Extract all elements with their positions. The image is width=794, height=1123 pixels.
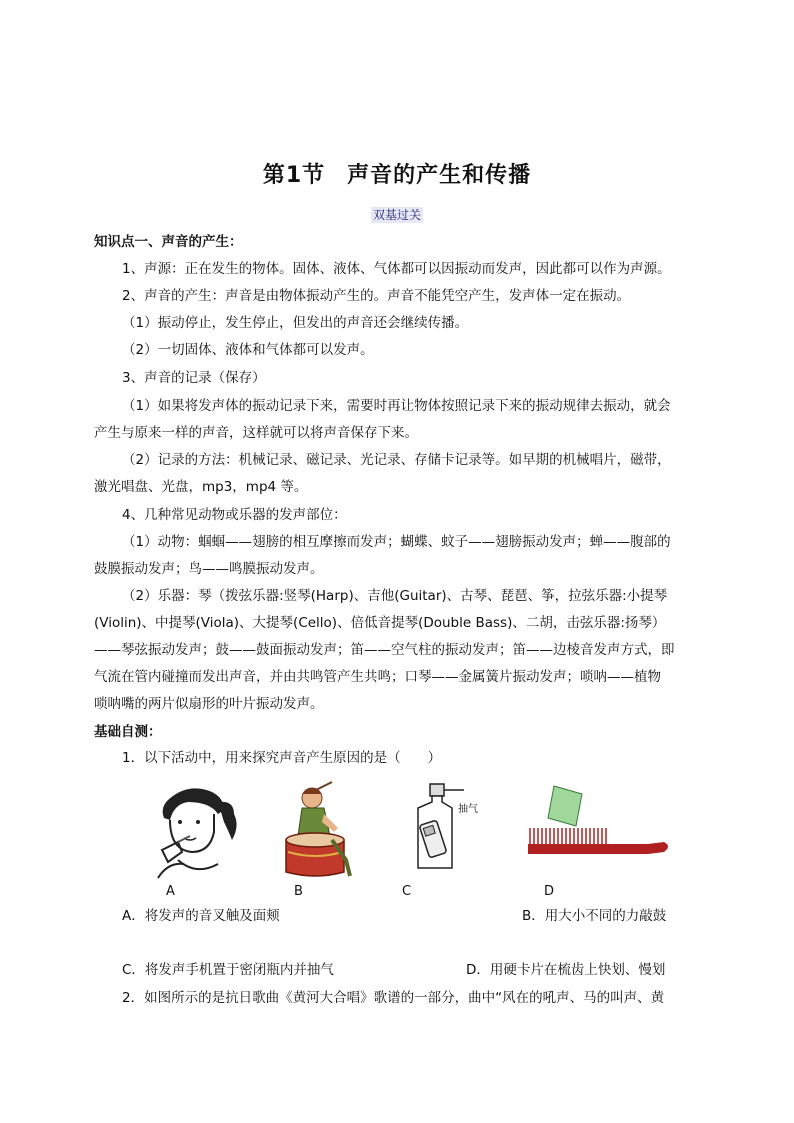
question-2-stem: 2．如图所示的是抗日歌曲《黄河大合唱》歌谱的一部分，曲中“风在的吼声、马的叫声、黄 <box>122 990 665 1006</box>
para-recording-2a: （2）记录的方法：机械记录、磁记录、光记录、存储卡记录等。如早期的机械唱片，磁带， <box>122 452 671 468</box>
section-number: 第1节 <box>262 163 326 188</box>
figure-label-a: A <box>166 884 175 899</box>
girl-tuning-fork-figure <box>148 780 244 880</box>
para-recording: 3、声音的记录（保存） <box>122 370 266 386</box>
subtitle: 双基过关 <box>372 208 421 222</box>
para-recording-2b: 激光唱盘、光盘，mp3，mp4 等。 <box>94 479 308 495</box>
option-d: D．用硬卡片在梳齿上快划、慢划 <box>466 962 666 978</box>
para-instruments-2: (Violin)、中提琴(Viola)、大提琴(Cello)、倍低音提琴(Double Bass)、二胡，击弦乐器:扬琴） <box>94 615 666 631</box>
knowledge-heading: 知识点一、声音的产生： <box>94 234 243 250</box>
figure-label-c: C <box>402 884 412 899</box>
para-instruments-3: ——琴弦振动发声；鼓——鼓面振动发声；笛——空气柱的振动发声；笛——边棱音发声方式，即 <box>94 642 675 658</box>
phone-in-bottle-figure <box>412 780 482 875</box>
para-sound-production: 2、声音的产生：声音是由物体振动产生的。声音不能凭空产生，发声体一定在振动。 <box>122 288 631 304</box>
para-all-can-sound: （2）一切固体、液体和气体都可以发声。 <box>122 342 374 358</box>
para-recording-1a: （1）如果将发声体的振动记录下来，需要时再让物体按照记录下来的振动规律去振动，就会 <box>122 398 671 414</box>
pump-label: 抽气 <box>458 804 478 815</box>
para-instruments-1: （2）乐器：琴（拨弦乐器:竖琴(Harp)、吉他(Guitar)、古琴、琵琶、筝，拉弦乐器:小提琴 <box>122 588 668 604</box>
para-animals-a: （1）动物：蝈蝈——翅膀的相互摩擦而发声；蝴蝶、蚊子——翅膀振动发声；蝉——腹部的 <box>122 534 671 550</box>
para-animals-b: 鼓膜振动发声；鸟——鸣膜振动发声。 <box>94 561 324 577</box>
section-name: 声音的产生和传播 <box>347 163 532 188</box>
basic-test-heading: 基础自测： <box>94 724 162 740</box>
option-a: A．将发声的音叉触及面颊 <box>122 908 280 924</box>
para-instruments-4: 气流在管内碰撞而发出声音，并由共鸣管产生共鸣；口琴——金属簧片振动发声；唢呐——植物 <box>94 669 661 685</box>
comb-and-card-figure <box>524 780 672 872</box>
para-sound-source: 1、声源：正在发生的物体。固体、液体、气体都可以因振动而发声，因此都可以作为声源。 <box>122 261 671 277</box>
para-sound-parts: 4、几种常见动物或乐器的发声部位： <box>122 507 347 523</box>
question-1-stem: 1．以下活动中，用来探究声音产生原因的是（ ） <box>122 750 442 766</box>
option-b: B．用大小不同的力敲鼓 <box>522 908 667 924</box>
option-c: C．将发声手机置于密闭瓶内并抽气 <box>122 962 334 978</box>
figure-label-b: B <box>294 884 303 899</box>
para-recording-1b: 产生与原来一样的声音，这样就可以将声音保存下来。 <box>94 425 418 441</box>
figure-label-d: D <box>544 884 555 899</box>
page-title <box>0 158 794 189</box>
drummer-figure <box>276 780 354 880</box>
para-vibration-stops: （1）振动停止，发生停止，但发出的声音还会继续传播。 <box>122 315 469 331</box>
para-instruments-5: 唢呐嘴的两片似扇形的叶片振动发声。 <box>94 696 324 712</box>
